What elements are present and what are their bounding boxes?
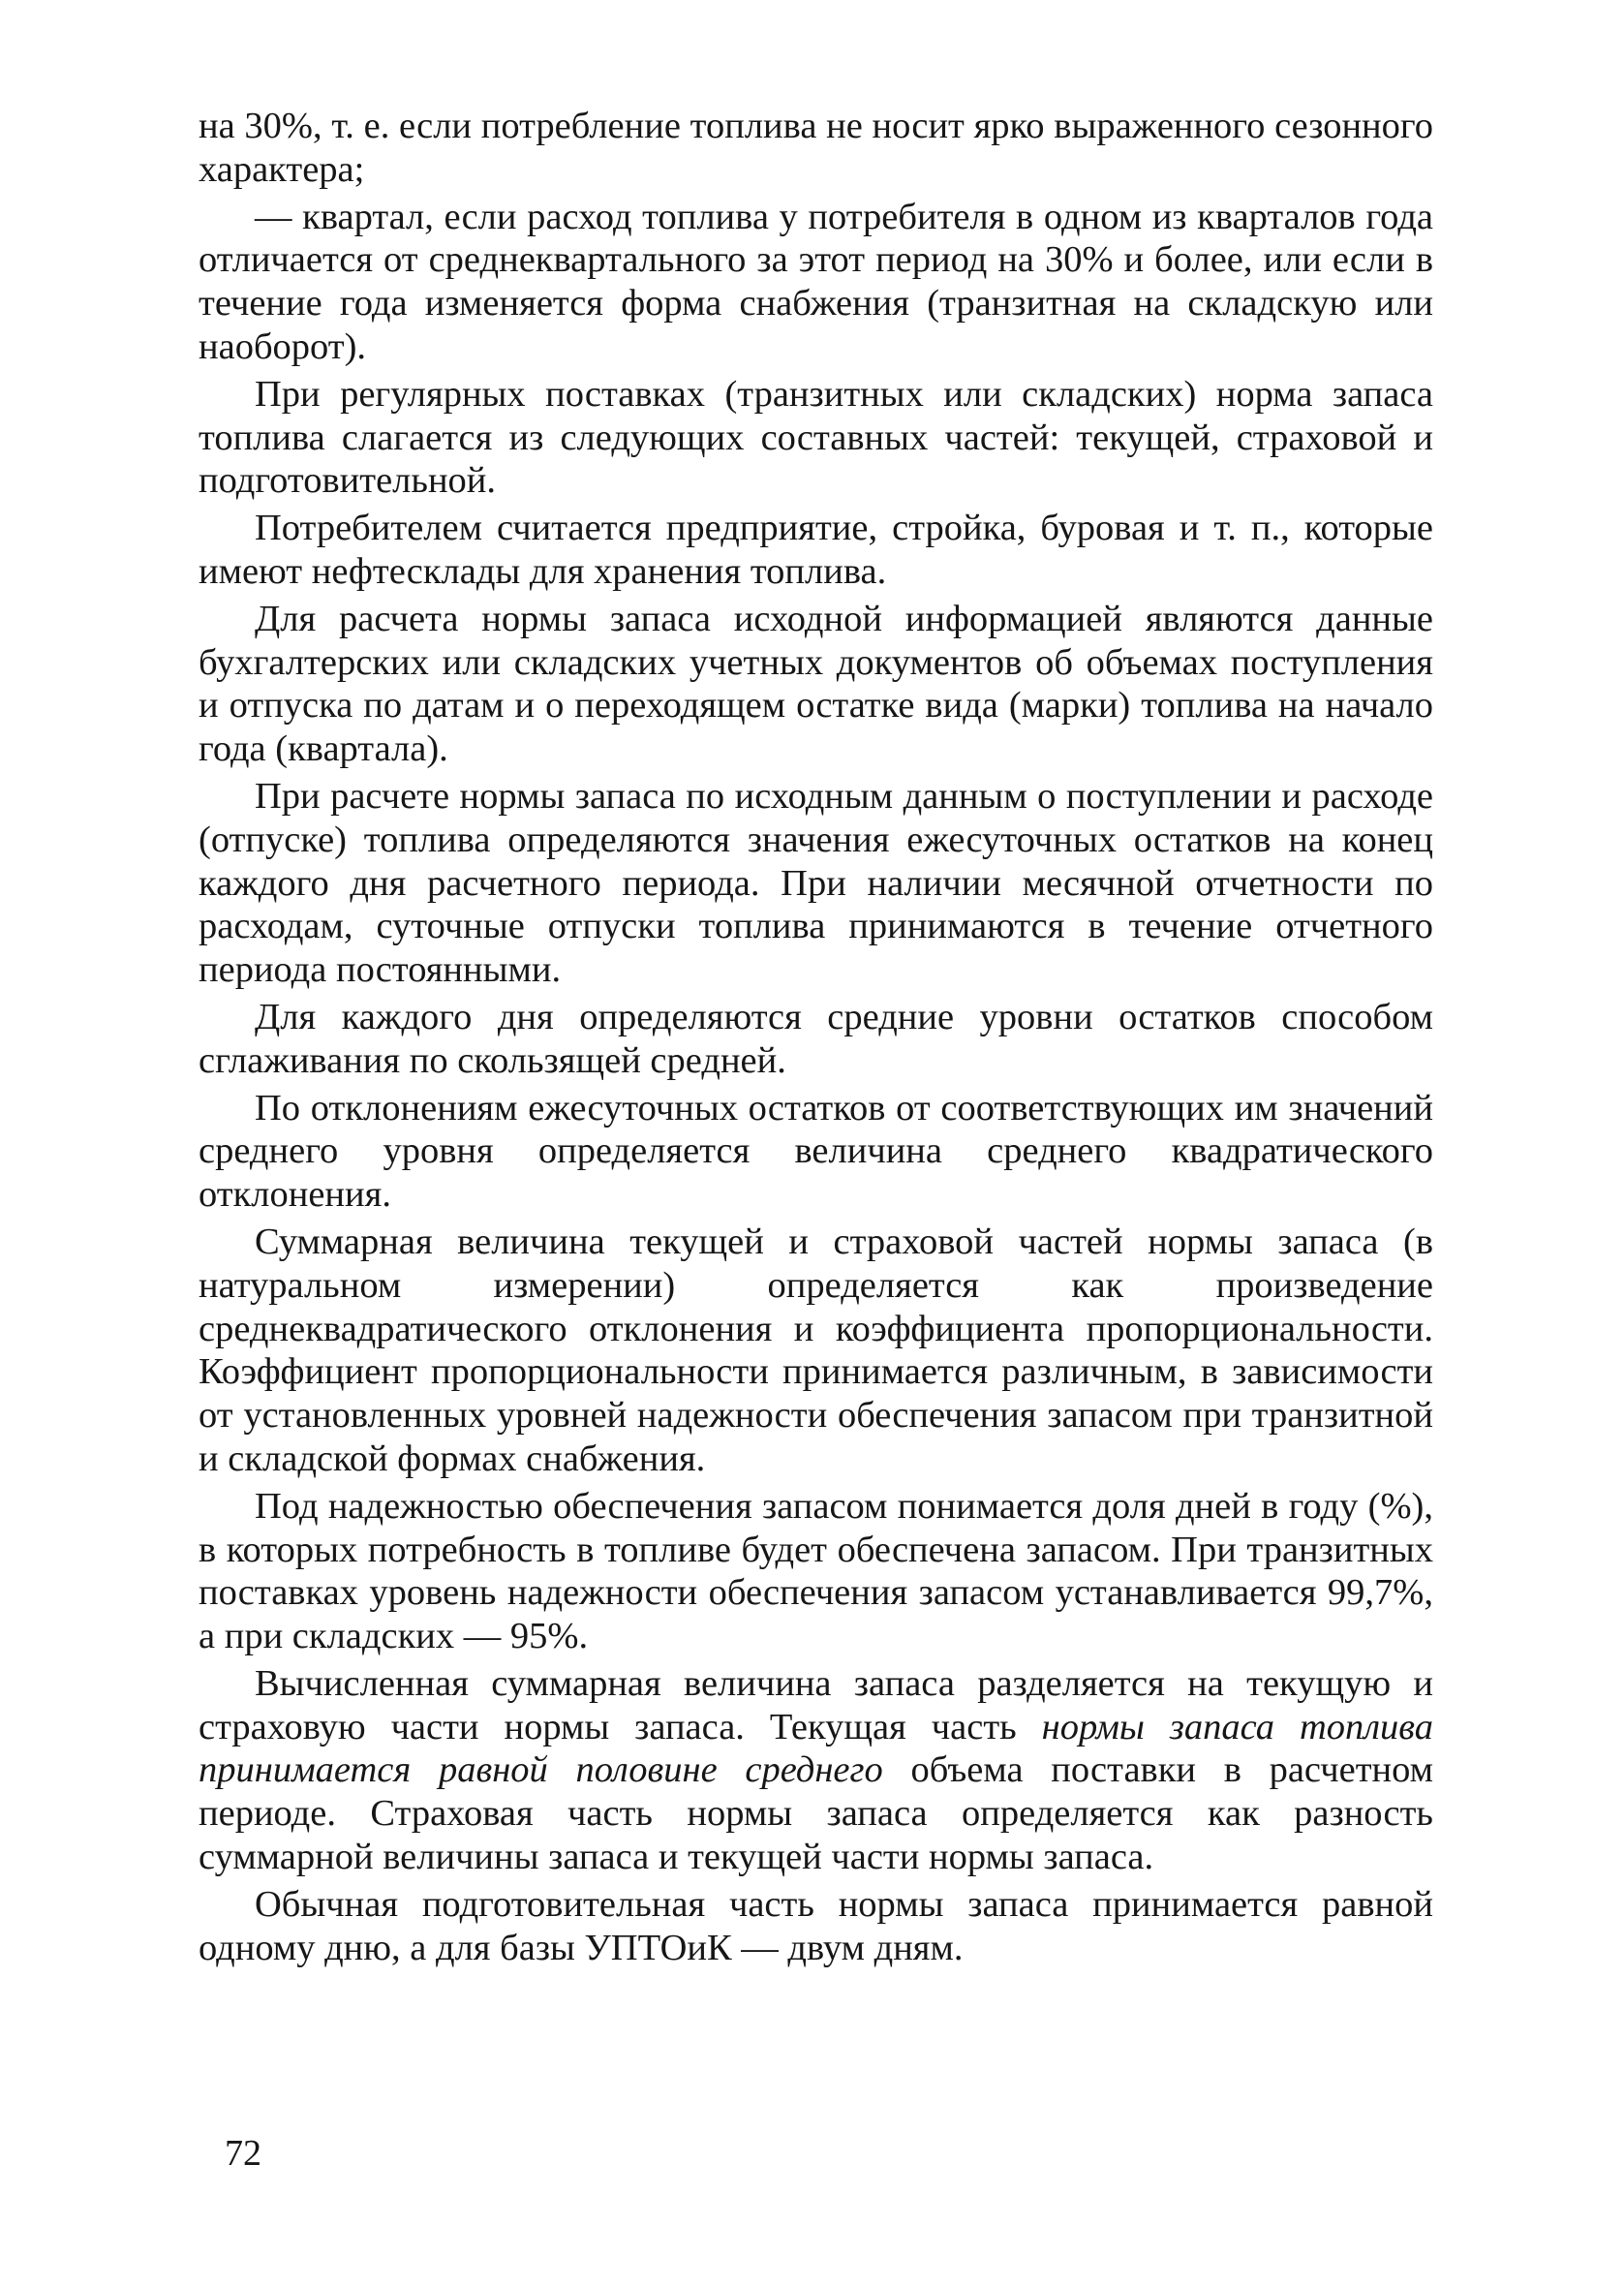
paragraph-11-part-a: Вычисленная суммарная величина запаса разделяется на текущую и страховую части нормы запаса. Текущая часть <box>199 1662 1433 1747</box>
paragraph-12: Обычная подготовительная часть нормы запаса принимается равной одному дню, а для базы УПТОиК — двум дням. <box>199 1883 1433 1968</box>
paragraph-8: По отклонениям ежесуточных остатков от соответствующих им значений среднего уровня определяется величина среднего квадратического отклонения. <box>199 1087 1433 1216</box>
paragraph-11-italic: нормы запаса топлива принимается равной половине среднего <box>199 1706 1433 1791</box>
paragraph-3: При регулярных поставках (транзитных или складских) норма запаса топлива слагается из следующих составных частей: текущей, страховой и подготовительной. <box>199 373 1433 502</box>
paragraph-7: Для каждого дня определяются средние уровни остатков способом сглаживания по скользящей средней. <box>199 996 1433 1081</box>
paragraph-10: Под надежностью обеспечения запасом понимается доля дней в году (%), в которых потребность в топливе будет обеспечена запасом. При транзитных поставках уровень надежности обеспечения запасом устанавливается 99,7%, а при складских — 95%. <box>199 1485 1433 1657</box>
paragraph-2: — квартал, если расход топлива у потребителя в одном из кварталов года отличается от среднеквартального за этот период на 30% и более, или если в течение года изменяется форма снабжения (транзитная на складскую или наоборот). <box>199 196 1433 367</box>
paragraph-11-part-b: объема поставки в расчетном периоде. Страховая часть нормы запаса определяется как разность суммарной величины запаса и текущей части нормы запаса. <box>199 1749 1434 1878</box>
paragraph-11 <box>199 1662 1433 1879</box>
body-text <box>199 105 1433 1973</box>
paragraph-5: Для расчета нормы запаса исходной информацией являются данные бухгалтерских или складских учетных документов об объемах поступления и отпуска по датам и о переходящем остатке вида (марки) топлива на начало года (квартала). <box>199 598 1433 770</box>
paragraph-9: Суммарная величина текущей и страховой частей нормы запаса (в натуральном измерении) определяется как произведение среднеквадратического отклонения и коэффициента пропорциональности. Коэффициент пропорциональности принимается различным, в зависимости от установленных уровней надежности обеспечения запасом при транзитной и складской формах снабжения. <box>199 1221 1433 1479</box>
page-number: 72 <box>225 2133 261 2174</box>
paragraph-6: При расчете нормы запаса по исходным данным о поступлении и расходе (отпуске) топлива определяются значения ежесуточных остатков на конец каждого дня расчетного периода. При наличии месячной отчетности по расходам, суточные отпуски топлива принимаются в течение отчетного периода постоянными. <box>199 775 1433 991</box>
paragraph-4: Потребителем считается предприятие, стройка, буровая и т. п., которые имеют нефтесклады для хранения топлива. <box>199 508 1433 592</box>
paragraph-1: на 30%, т. е. если потребление топлива не носит ярко выраженного сезонного характера; <box>199 106 1433 190</box>
